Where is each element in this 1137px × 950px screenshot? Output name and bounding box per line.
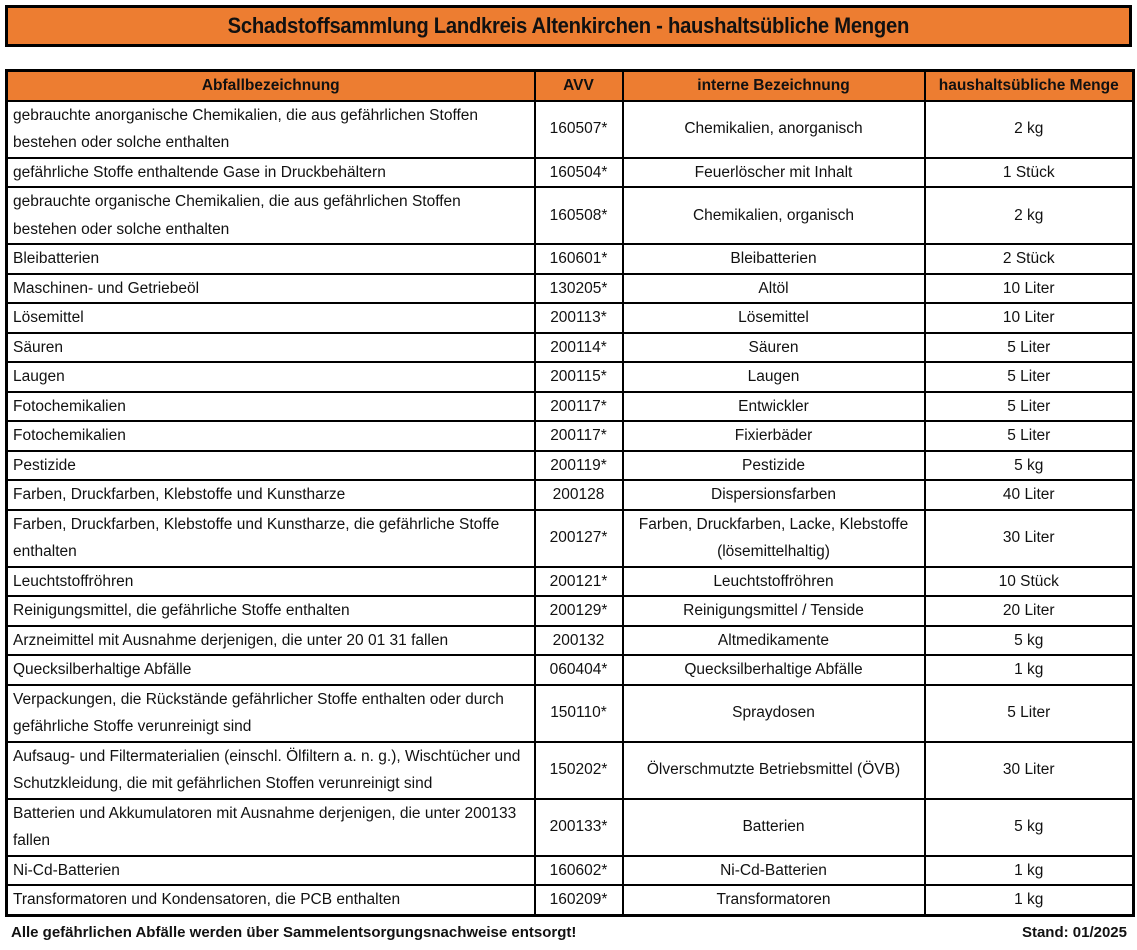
cell-abfallbezeichnung: Farben, Druckfarben, Klebstoffe und Kunstharze, die gefährliche Stoffe enthalten (7, 510, 535, 567)
header-abfallbezeichnung: Abfallbezeichnung (7, 71, 535, 101)
cell-interne-bezeichnung: Pestizide (623, 451, 925, 481)
cell-interne-bezeichnung: Chemikalien, anorganisch (623, 101, 925, 158)
cell-interne-bezeichnung: Fixierbäder (623, 421, 925, 451)
table-row (7, 187, 1134, 244)
cell-menge: 30 Liter (925, 742, 1134, 799)
cell-avv: 200117* (535, 421, 623, 451)
cell-abfallbezeichnung: Säuren (7, 333, 535, 363)
cell-menge: 5 kg (925, 626, 1134, 656)
table-header-row (7, 71, 1134, 101)
cell-avv: 200127* (535, 510, 623, 567)
cell-avv: 200114* (535, 333, 623, 363)
cell-interne-bezeichnung: Dispersionsfarben (623, 480, 925, 510)
table-body (7, 101, 1134, 916)
cell-menge: 2 Stück (925, 244, 1134, 274)
table-row (7, 626, 1134, 656)
cell-interne-bezeichnung: Säuren (623, 333, 925, 363)
cell-menge: 40 Liter (925, 480, 1134, 510)
cell-avv: 160602* (535, 856, 623, 886)
table-row (7, 333, 1134, 363)
header-avv: AVV (535, 71, 623, 101)
cell-menge: 10 Liter (925, 303, 1134, 333)
footer-note: Alle gefährlichen Abfälle werden über Sammelentsorgungsnachweise entsorgt! (11, 924, 577, 941)
table-row (7, 274, 1134, 304)
cell-abfallbezeichnung: Leuchtstoffröhren (7, 567, 535, 597)
cell-abfallbezeichnung: Laugen (7, 362, 535, 392)
cell-avv: 160508* (535, 187, 623, 244)
cell-menge: 1 kg (925, 655, 1134, 685)
cell-interne-bezeichnung: Feuerlöscher mit Inhalt (623, 158, 925, 188)
cell-avv: 150202* (535, 742, 623, 799)
table-row (7, 158, 1134, 188)
table-row (7, 885, 1134, 915)
table-row (7, 303, 1134, 333)
cell-menge: 1 kg (925, 856, 1134, 886)
table-row (7, 480, 1134, 510)
cell-abfallbezeichnung: Maschinen- und Getriebeöl (7, 274, 535, 304)
cell-abfallbezeichnung: gebrauchte organische Chemikalien, die aus gefährlichen Stoffen bestehen oder solche enthalten (7, 187, 535, 244)
cell-abfallbezeichnung: Fotochemikalien (7, 392, 535, 422)
footer-date: Stand: 01/2025 (1021, 924, 1127, 941)
cell-abfallbezeichnung: Pestizide (7, 451, 535, 481)
cell-avv: 160209* (535, 885, 623, 915)
cell-abfallbezeichnung: Farben, Druckfarben, Klebstoffe und Kunstharze (7, 480, 535, 510)
table-row (7, 742, 1134, 799)
cell-avv: 160601* (535, 244, 623, 274)
cell-avv: 200115* (535, 362, 623, 392)
cell-avv: 060404* (535, 655, 623, 685)
cell-abfallbezeichnung: Reinigungsmittel, die gefährliche Stoffe enthalten (7, 596, 535, 626)
table-row (7, 596, 1134, 626)
cell-avv: 150110* (535, 685, 623, 742)
table-row (7, 451, 1134, 481)
header-menge: haushaltsübliche Menge (925, 71, 1134, 101)
table-row (7, 392, 1134, 422)
table-row (7, 362, 1134, 392)
cell-interne-bezeichnung: Ni-Cd-Batterien (623, 856, 925, 886)
cell-interne-bezeichnung: Quecksilberhaltige Abfälle (623, 655, 925, 685)
cell-menge: 5 kg (925, 451, 1134, 481)
cell-menge: 5 Liter (925, 333, 1134, 363)
cell-interne-bezeichnung: Ölverschmutzte Betriebsmittel (ÖVB) (623, 742, 925, 799)
cell-menge: 5 Liter (925, 421, 1134, 451)
document-title-bar (5, 5, 1132, 47)
cell-avv: 160504* (535, 158, 623, 188)
cell-interne-bezeichnung: Laugen (623, 362, 925, 392)
table-row (7, 567, 1134, 597)
cell-menge: 2 kg (925, 101, 1134, 158)
cell-abfallbezeichnung: Arzneimittel mit Ausnahme derjenigen, die unter 20 01 31 fallen (7, 626, 535, 656)
cell-interne-bezeichnung: Reinigungsmittel / Tenside (623, 596, 925, 626)
cell-interne-bezeichnung: Entwickler (623, 392, 925, 422)
cell-abfallbezeichnung: gefährliche Stoffe enthaltende Gase in Druckbehältern (7, 158, 535, 188)
cell-interne-bezeichnung: Chemikalien, organisch (623, 187, 925, 244)
cell-avv: 130205* (535, 274, 623, 304)
table-row (7, 421, 1134, 451)
document-title: Schadstoffsammlung Landkreis Altenkirchen - haushaltsübliche Mengen (227, 13, 910, 38)
cell-interne-bezeichnung: Bleibatterien (623, 244, 925, 274)
cell-abfallbezeichnung: Transformatoren und Kondensatoren, die PCB enthalten (7, 885, 535, 915)
cell-menge: 30 Liter (925, 510, 1134, 567)
table-row (7, 685, 1134, 742)
cell-interne-bezeichnung: Leuchtstoffröhren (623, 567, 925, 597)
table-row (7, 101, 1134, 158)
table-row (7, 799, 1134, 856)
cell-menge: 10 Stück (925, 567, 1134, 597)
cell-abfallbezeichnung: Verpackungen, die Rückstände gefährlicher Stoffe enthalten oder durch gefährliche Stoffe verunreinigt sind (7, 685, 535, 742)
cell-menge: 5 Liter (925, 362, 1134, 392)
cell-interne-bezeichnung: Farben, Druckfarben, Lacke, Klebstoffe (lösemittelhaltig) (623, 510, 925, 567)
cell-interne-bezeichnung: Altmedikamente (623, 626, 925, 656)
cell-avv: 200119* (535, 451, 623, 481)
waste-table (5, 69, 1135, 917)
cell-avv: 200133* (535, 799, 623, 856)
cell-menge: 20 Liter (925, 596, 1134, 626)
cell-abfallbezeichnung: Bleibatterien (7, 244, 535, 274)
cell-abfallbezeichnung: gebrauchte anorganische Chemikalien, die aus gefährlichen Stoffen bestehen oder solche enthalten (7, 101, 535, 158)
cell-abfallbezeichnung: Fotochemikalien (7, 421, 535, 451)
cell-avv: 200129* (535, 596, 623, 626)
cell-avv: 200128 (535, 480, 623, 510)
cell-menge: 10 Liter (925, 274, 1134, 304)
cell-avv: 200117* (535, 392, 623, 422)
cell-abfallbezeichnung: Aufsaug- und Filtermaterialien (einschl. Ölfiltern a. n. g.), Wischtücher und Schutzkleidung, die mit gefährlichen Stoffen verunreinigt sind (7, 742, 535, 799)
header-interne-bezeichnung: interne Bezeichnung (623, 71, 925, 101)
cell-avv: 160507* (535, 101, 623, 158)
cell-menge: 5 kg (925, 799, 1134, 856)
cell-abfallbezeichnung: Batterien und Akkumulatoren mit Ausnahme derjenigen, die unter 200133 fallen (7, 799, 535, 856)
cell-interne-bezeichnung: Altöl (623, 274, 925, 304)
cell-avv: 200121* (535, 567, 623, 597)
table-row (7, 510, 1134, 567)
cell-avv: 200132 (535, 626, 623, 656)
cell-menge: 2 kg (925, 187, 1134, 244)
cell-abfallbezeichnung: Ni-Cd-Batterien (7, 856, 535, 886)
cell-interne-bezeichnung: Lösemittel (623, 303, 925, 333)
table-row (7, 655, 1134, 685)
cell-menge: 1 Stück (925, 158, 1134, 188)
table-row (7, 244, 1134, 274)
cell-abfallbezeichnung: Lösemittel (7, 303, 535, 333)
cell-interne-bezeichnung: Batterien (623, 799, 925, 856)
table-row (7, 856, 1134, 886)
cell-interne-bezeichnung: Transformatoren (623, 885, 925, 915)
cell-avv: 200113* (535, 303, 623, 333)
cell-menge: 5 Liter (925, 685, 1134, 742)
cell-interne-bezeichnung: Spraydosen (623, 685, 925, 742)
cell-menge: 1 kg (925, 885, 1134, 915)
cell-abfallbezeichnung: Quecksilberhaltige Abfälle (7, 655, 535, 685)
cell-menge: 5 Liter (925, 392, 1134, 422)
